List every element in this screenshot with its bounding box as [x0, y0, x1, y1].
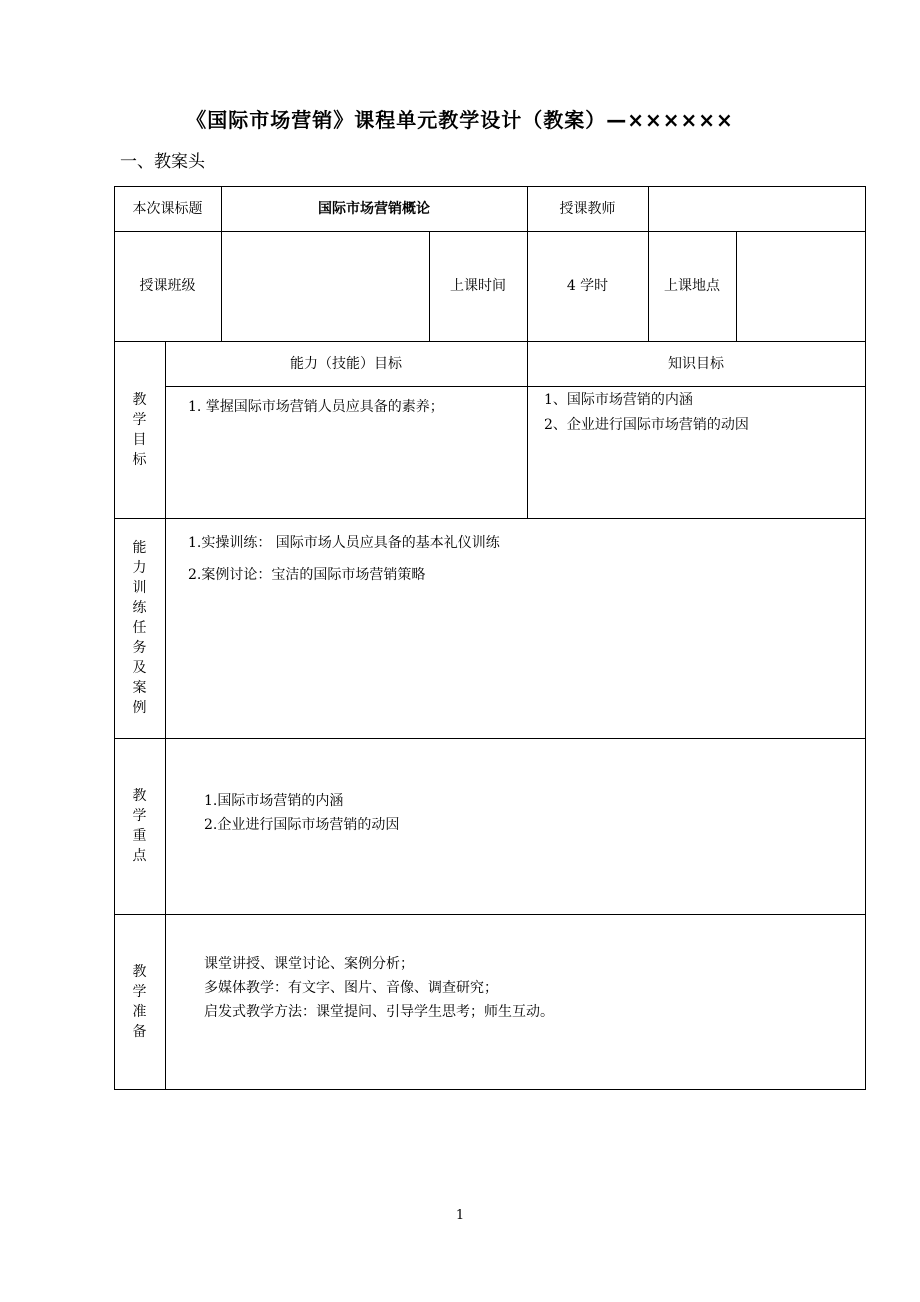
- ability-list: [188, 396, 518, 418]
- page-number: 1: [455, 1208, 465, 1223]
- prep-label: 教学准备: [132, 963, 147, 1040]
- list-item: 启发式教学方法：课堂提问、引导学生思考；师生互动。: [204, 1004, 554, 1020]
- document-title: 《国际市场营销》课程单元教学设计（教案）—××××××: [186, 108, 734, 132]
- list-item: 1. 掌握国际市场营销人员应具备的素养；: [188, 399, 444, 415]
- list-item: 课堂讲授、课堂讨论、案例分析；: [204, 956, 414, 972]
- teacher-value: [648, 186, 865, 231]
- class-value: [221, 231, 429, 341]
- list-item: 1.国际市场营销的内涵: [204, 793, 344, 809]
- topic-label: 本次课标题: [132, 200, 203, 217]
- teacher-label: 授课教师: [559, 200, 616, 217]
- focus-list: [204, 789, 854, 837]
- time-value: 4 学时: [566, 278, 609, 294]
- objectives-label: 教学目标: [132, 391, 147, 468]
- location-label: 上课地点: [664, 278, 720, 294]
- knowledge-header: 知识目标: [668, 355, 724, 372]
- knowledge-list: [544, 388, 859, 438]
- location-value: [736, 231, 865, 341]
- tasks-list: [188, 527, 858, 591]
- time-label: 上课时间: [450, 278, 506, 294]
- topic-value: 国际市场营销概论: [318, 200, 430, 217]
- list-item: 多媒体教学：有文字、图片、音像、调查研究；: [204, 980, 498, 996]
- list-item: 2.案例讨论：宝洁的国际市场营销策略: [188, 567, 426, 583]
- focus-label: 教学重点: [132, 788, 147, 864]
- tasks-label: 能力训练任务及案例: [132, 540, 147, 716]
- list-item: 1.实操训练： 国际市场人员应具备的基本礼仪训练: [188, 535, 500, 551]
- list-item: 2.企业进行国际市场营销的动因: [204, 817, 400, 833]
- list-item: 2、企业进行国际市场营销的动因: [544, 417, 749, 433]
- class-label: 授课班级: [139, 278, 196, 294]
- ability-header: 能力（技能）目标: [290, 355, 402, 372]
- prep-list: [204, 952, 854, 1024]
- section-heading: 一、教案头: [120, 152, 205, 172]
- list-item: 1、国际市场营销的内涵: [544, 392, 693, 408]
